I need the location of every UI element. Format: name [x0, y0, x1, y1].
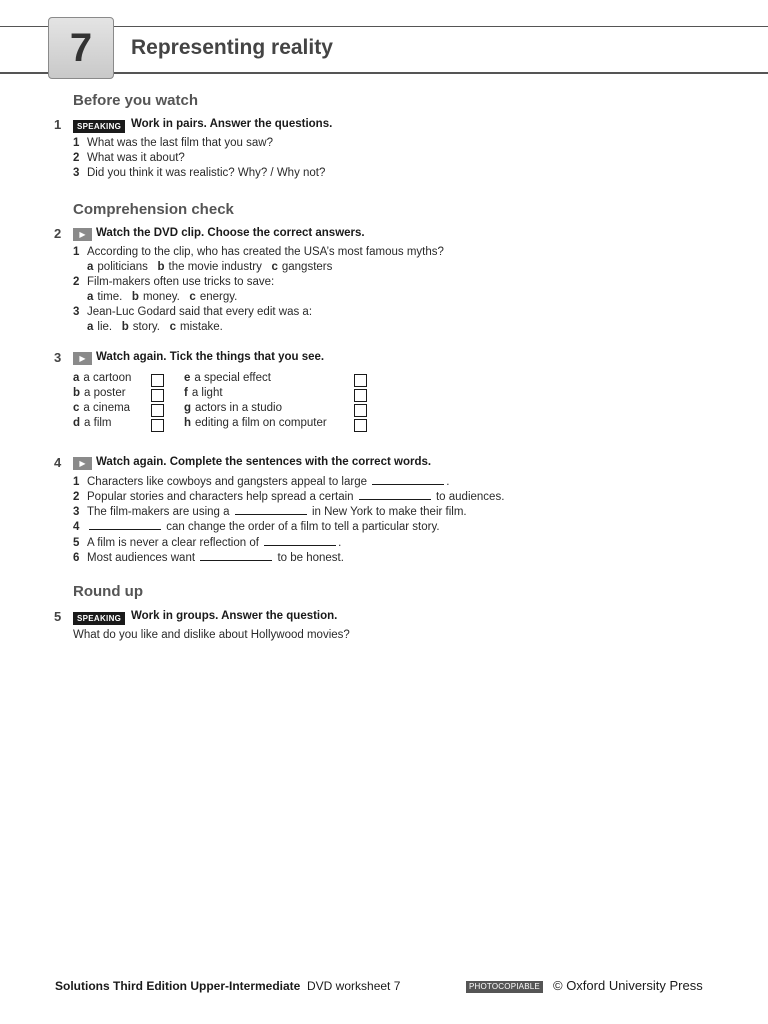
question-number: 5	[54, 609, 62, 624]
sentence: 3 The film-makers are using a in New York to make their film.	[73, 506, 467, 518]
question-number: 3	[54, 350, 62, 365]
photocopiable-badge: PHOTOCOPIABLE	[466, 981, 543, 993]
list-item: 2 Film-makers often use tricks to save:	[73, 276, 275, 288]
answer-gap[interactable]	[264, 535, 336, 546]
unit-number-box	[48, 17, 114, 79]
play-icon: ▶	[73, 228, 92, 241]
speaking-badge: SPEAKING	[73, 612, 125, 625]
answer-gap[interactable]	[372, 474, 444, 485]
answer-options: a politicians b the movie industry c gangsters	[87, 261, 333, 273]
answer-gap[interactable]	[359, 489, 431, 500]
tick-item: h editing a film on computer	[184, 417, 327, 429]
instruction: Work in groups. Answer the question.	[131, 610, 338, 622]
answer-gap[interactable]	[200, 550, 272, 561]
tick-checkbox[interactable]	[354, 374, 367, 387]
header-bottom-rule	[0, 72, 768, 74]
list-item: 3 Jean-Luc Godard said that every edit was a:	[73, 306, 313, 318]
sentence: 6 Most audiences want to be honest.	[73, 552, 344, 564]
speaking-badge: SPEAKING	[73, 120, 125, 133]
header-top-rule	[0, 26, 768, 27]
tick-item: a a cartoon	[73, 372, 132, 384]
play-icon: ▶	[73, 457, 92, 470]
tick-item: g actors in a studio	[184, 402, 282, 414]
question-number: 1	[54, 117, 62, 132]
tick-checkbox[interactable]	[354, 419, 367, 432]
sentence: 5 A film is never a clear reflection of .	[73, 537, 342, 549]
tick-item: f a light	[184, 387, 223, 399]
tick-checkbox[interactable]	[354, 404, 367, 417]
list-item: 1 What was the last film that you saw?	[73, 137, 273, 149]
tick-checkbox[interactable]	[151, 404, 164, 417]
sentence: 2 Popular stories and characters help spread a certain to audiences.	[73, 491, 505, 503]
answer-options: a time. b money. c energy.	[87, 291, 238, 303]
section-heading-comprehension: Comprehension check	[73, 201, 234, 218]
answer-options: a lie. b story. c mistake.	[87, 321, 223, 333]
answer-gap[interactable]	[89, 519, 161, 530]
unit-number: 7	[69, 26, 93, 70]
tick-item: e a special effect	[184, 372, 271, 384]
footer-book-info	[55, 979, 400, 993]
instruction: Watch again. Tick the things that you see.	[96, 351, 325, 363]
tick-checkbox[interactable]	[151, 419, 164, 432]
question-number: 2	[54, 226, 62, 241]
instruction: Work in pairs. Answer the questions.	[131, 118, 333, 130]
tick-checkbox[interactable]	[354, 389, 367, 402]
play-icon: ▶	[73, 352, 92, 365]
discussion-question: What do you like and dislike about Hollywood movies?	[73, 629, 350, 641]
copyright: © Oxford University Press	[553, 978, 703, 993]
list-item: 2 What was it about?	[73, 152, 185, 164]
instruction: Watch again. Complete the sentences with the correct words.	[96, 456, 432, 468]
question-number: 4	[54, 455, 62, 470]
sentence: 1 Characters like cowboys and gangsters appeal to large .	[73, 476, 450, 488]
worksheet-label: DVD worksheet 7	[307, 979, 401, 993]
tick-checkbox[interactable]	[151, 389, 164, 402]
tick-item: c a cinema	[73, 402, 131, 414]
tick-item: b a poster	[73, 387, 126, 399]
tick-item: d a film	[73, 417, 112, 429]
list-item: 3 Did you think it was realistic? Why? / Why not?	[73, 167, 326, 179]
list-item: 1 According to the clip, who has created the USA’s most famous myths?	[73, 246, 444, 258]
answer-gap[interactable]	[235, 504, 307, 515]
book-title: Solutions Third Edition Upper-Intermediate	[55, 979, 301, 993]
section-heading-before: Before you watch	[73, 92, 199, 109]
section-heading-round-up: Round up	[73, 583, 143, 600]
page-title: Representing reality	[131, 36, 333, 59]
sentence: 4 can change the order of a film to tell a particular story.	[73, 521, 440, 533]
tick-checkbox[interactable]	[151, 374, 164, 387]
instruction: Watch the DVD clip. Choose the correct answers.	[96, 227, 365, 239]
